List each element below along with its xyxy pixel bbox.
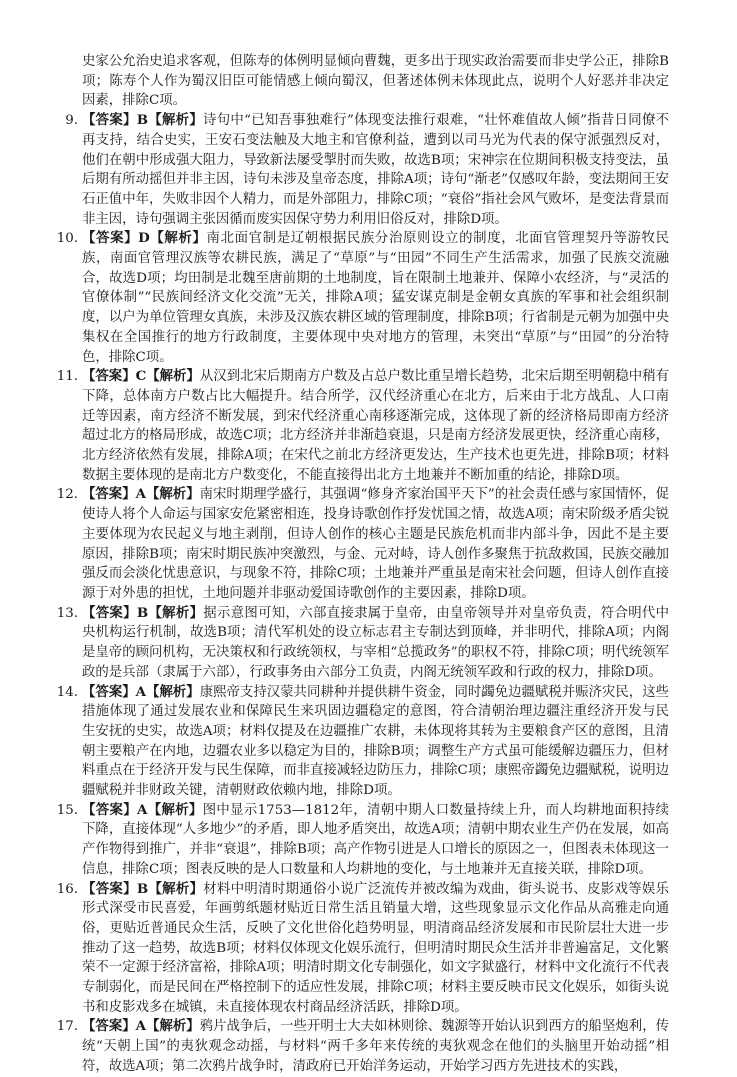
explanation-text: 南北面官制是辽朝根据民族分治原则设立的制度，北面官管理契丹等游牧民族，南面官管理汉族等农耕民族，满足了“草原”与“田园”不同生产生活需求，加强了民族交流融合，故选D项；均田制是北魏至唐前期的土地制度，旨在限制土地兼并、保障小农经济，与“灵活的官僚体制”“民族间经济文化交流”无关，排除A项；猛安谋克制是金朝女真族的军事和社会组织制度，以户为单位管理女真族，未涉及汉族农耕区域的管理制度，排除B项；行省制是元朝为加强中央集权在全国推行的地方行政制度，主要体现中央对地方的管理，未突出“草原”与“田园”的分治特色，排除C项。: [82, 231, 669, 365]
explanation-text: 康熙帝支持汉蒙共同耕种并提供耕牛资金，同时蠲免边疆赋税并赈济灾民，这些措施体现了通过发展农业和保障民生来巩固边疆稳定的意图，符合清朝治理边疆注重经济开发与民生安抚的史实，故选A项；材料仅提及在边疆推广农耕，未体现将其转为主要粮食产区的意图，且清朝主要粮产在内地，边疆农业多以稳定为目的，排除B项；调整生产方式虽可能缓解边疆压力，但材料重点在于经济开发与民生保障，而非直接减轻边防压力，排除C项；康熙帝蠲免边疆赋税，说明边疆赋税并非财政关键，清朝财政依赖内地，排除D项。: [82, 684, 669, 799]
answer-item: [56, 485, 669, 603]
explanation-text: 从汉到北宋后期南方户数及占总户数比重呈增长趋势，北宋后期至明朝稳中稍有下降，总体南方户数占比大幅提升。结合所学，汉代经济重心在北方，后来由于北方战乱、人口南迁等因素，南方经济不断发展，到宋代经济重心南移逐渐完成，这体现了新的经济格局即南方经济超过北方的格局形成，故选C项；北方经济并非渐趋衰退，只是南方经济发展更快，经济重心南移，北方经济依然有发展，排除A项；在宋代之前北方经济更发达，生产技术也更先进，排除B项；材料数据主要体现的是南北方户数变化，不能直接得出北方土地兼并不断加重的结论，排除D项。: [82, 369, 669, 483]
continuation-paragraph: 史家公允治史追求客观，但陈寿的体例明显倾向曹魏，更多出于现实政治需要而非史学公正，排除B项；陈寿个人作为蜀汉旧臣可能情感上倾向蜀汉，但著述体例未体现此点，说明个人好恶并非决定因素，排除C项。: [82, 54, 669, 109]
question-number: 12.: [56, 487, 78, 503]
question-number: 14.: [56, 684, 78, 700]
answer-tag: 【答案】A【解析】: [82, 683, 200, 700]
answer-tag: 【答案】B【解析】: [82, 604, 204, 621]
answer-tag: 【答案】A【解析】: [82, 486, 200, 503]
explanation-text: 图中显示1753—1812年，清朝中期人口数量持续上升，而人均耕地面积持续下降，直接体现“人多地少”的矛盾，即人地矛盾突出，故选A项；清朝中期农业生产仍在发展，如高产作物得到推广，并非“衰退”，排除B项；高产作物引进是人口增长的原因之一，但图表未体现这一信息，排除C项；图表反映的是人口数量和人均耕地的变化，与土地兼并无直接关联，排除D项。: [82, 802, 670, 877]
answer-item: [56, 1017, 669, 1076]
explanation-text: 据示意图可知，六部直接隶属于皇帝，由皇帝领导并对皇帝负责，符合明代中央机构运行机制，故选B项；清代军机处的设立标志君主专制达到顶峰，并非明代，排除A项；内阁是皇帝的顾问机构，无决策权和行政统领权，与宰相“总揽政务”的职权不符，排除C项；明代统领军政的是兵部（隶属于六部），行政事务由六部分工负责，内阁无统领军政和行政的权力，排除D项。: [82, 605, 669, 680]
question-number: 9.: [65, 113, 78, 129]
answer-item: [56, 367, 669, 485]
answer-item: [56, 683, 669, 801]
question-number: 11.: [56, 369, 78, 385]
answer-tag: 【答案】B【解析】: [82, 112, 204, 129]
explanation-text: 材料中明清时期通俗小说广泛流传并被改编为戏曲，街头说书、皮影戏等娱乐形式深受市民喜爱，年画剪纸题材贴近日常生活且销量大增，这些现象显示文化作品从高雅走向通俗，更贴近普通民众生活，反映了文化世俗化趋势明显，明清商品经济发展和市民阶层壮大进一步推动了这一趋势，故选B项；材料仅体现文化娱乐流行，但明清时期民众生活并非普遍富足，文化繁荣不一定源于经济富裕，排除A项；明清时期文化专制强化，如文字狱盛行，材料中文化流行不代表专制弱化，而是民间在严格控制下的适应性发展，排除C项；材料主要反映市民文化娱乐，如街头说书和皮影戏多在城镇，未直接体现农村商品经济活跃，排除D项。: [82, 881, 669, 1015]
explanation-text: 诗句中“已知吾事独难行”体现变法推行艰难，“壮怀难值故人倾”指昔日同僚不再支持，结合史实，王安石变法触及大地主和官僚利益，遭到以司马光为代表的保守派强烈反对，他们在朝中形成强大阻力，导致新法屡受掣肘而失败，故选B项；宋神宗在位期间积极支持变法，虽后期有所动摇但并非主因，诗句未涉及皇帝态度，排除A项；诗句“渐老”仅感叹年龄，变法期间王安石正值中年，失败非因个人精力，而是外部阻力，排除C项；“衰俗”指社会风气败坏，是变法背景而非主因，诗句强调主张因循而废实因保守势力利用旧俗反对，排除D项。: [82, 113, 669, 227]
answer-item: [65, 111, 669, 229]
explanation-text: 南宋时期理学盛行，其强调“修身齐家治国平天下”的社会责任感与家国情怀，促使诗人将个人命运与国家安危紧密相连，投身诗歌创作抒发忧国之情，故选A项；南宋阶级矛盾尖锐主要体现为农民起义与地主剥削，但诗人创作的核心主题是民族危机而非内部斗争，因此不是主要原因，排除B项；南宋时期民族冲突激烈，与金、元对峙，诗人创作多聚焦于抗敌救国，民族交融加强反而会淡化忧患意识，与现象不符，排除C项；土地兼并严重虽是南宋社会问题，但诗人创作直接源于对外患的担忧，土地问题并非驱动爱国诗歌创作的主要因素，排除D项。: [82, 487, 669, 601]
answer-item: [56, 880, 669, 1018]
answer-list: [56, 111, 670, 1076]
explanation-text: 鸦片战争后，一些开明士大夫如林则徐、魏源等开始认识到西方的船坚炮利，传统“天朝上国”的夷狄观念动摇，与材料“两千多年来传统的夷狄观念在他们的头脑里开始动摇”相符，故选A项；第二次鸦片战争时，清政府已开始洋务运动，开始学习西方先进技术的实践，: [82, 1019, 669, 1074]
question-number: 16.: [56, 881, 78, 897]
answer-tag: 【答案】B【解析】: [82, 880, 204, 897]
answer-item: [56, 801, 670, 880]
question-number: 15.: [56, 802, 78, 818]
answer-tag: 【答案】D【解析】: [82, 230, 207, 247]
answer-tag: 【答案】A【解析】: [82, 1018, 200, 1035]
answer-tag: 【答案】C【解析】: [82, 368, 200, 385]
question-number: 10.: [56, 231, 78, 247]
question-number: 17.: [56, 1019, 78, 1035]
answer-item: [56, 604, 669, 683]
answer-tag: 【答案】A【解析】: [82, 801, 203, 818]
answer-item: [56, 229, 669, 367]
question-number: 13.: [56, 605, 78, 621]
